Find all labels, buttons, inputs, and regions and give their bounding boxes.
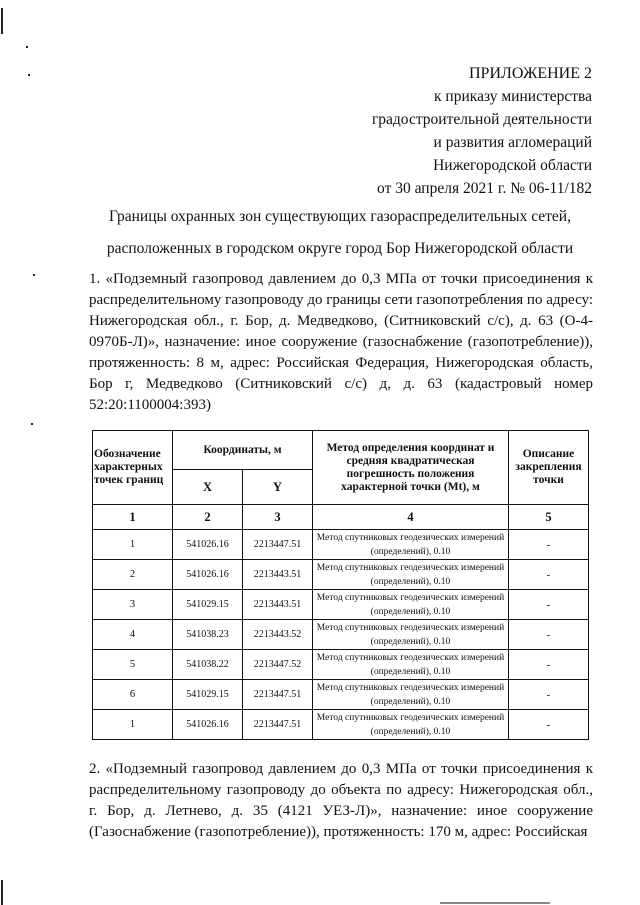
header-y: Y xyxy=(243,470,313,505)
coordinates-table xyxy=(92,430,589,740)
scan-margin-line xyxy=(1,880,3,905)
point-number: 4 xyxy=(93,620,173,650)
point-number: 5 xyxy=(93,650,173,680)
scan-dot xyxy=(31,423,33,425)
table-row xyxy=(93,530,589,560)
table-row xyxy=(93,620,589,650)
coord-x: 541026.16 xyxy=(173,560,243,590)
scan-dot xyxy=(28,74,30,76)
fixing-cell: - xyxy=(509,650,589,680)
fixing-cell: - xyxy=(509,590,589,620)
heading-line: расположенных в городском округе город Бор Нижегородской области xyxy=(106,240,574,257)
fixing-cell: - xyxy=(509,620,589,650)
header-points: Обозначение характерных точек границ xyxy=(93,431,173,505)
coord-y: 2213447.51 xyxy=(243,530,313,560)
header-method: Метод определения координат и средняя квадратическая погрешность положения характерной точки (Mt), м xyxy=(313,431,509,505)
fixing-cell: - xyxy=(509,680,589,710)
header-line: градостроительной деятельности xyxy=(371,111,592,128)
fixing-cell: - xyxy=(509,560,589,590)
scan-margin-line xyxy=(1,8,3,34)
table-header-row xyxy=(93,431,589,470)
table-row xyxy=(93,590,589,620)
coord-x: 541026.16 xyxy=(173,530,243,560)
column-number: 5 xyxy=(509,505,589,530)
method-cell: Метод спутниковых геодезических измерений (определений), 0.10 xyxy=(313,530,509,560)
point-number: 3 xyxy=(93,590,173,620)
point-number: 2 xyxy=(93,560,173,590)
fixing-cell: - xyxy=(509,530,589,560)
table-row xyxy=(93,680,589,710)
method-cell: Метод спутниковых геодезических измерений (определений), 0.10 xyxy=(313,590,509,620)
coord-y: 2213447.51 xyxy=(243,680,313,710)
coord-y: 2213447.52 xyxy=(243,650,313,680)
column-number: 4 xyxy=(313,505,509,530)
coord-y: 2213443.51 xyxy=(243,560,313,590)
table-row xyxy=(93,710,589,740)
point-number: 1 xyxy=(93,530,173,560)
scan-dot xyxy=(26,46,28,48)
scan-bottom-line xyxy=(440,902,550,904)
header-coordinates: Координаты, м xyxy=(173,431,313,470)
coord-y: 2213443.51 xyxy=(243,590,313,620)
fixing-cell: - xyxy=(509,710,589,740)
scan-dot xyxy=(33,274,35,276)
section-1-paragraph: 1. «Подземный газопровод давлением до 0,3 МПа от точки присоединения к распределительному газопроводу до границы сети газопотребления по адресу: Нижегородская обл., г. Бор, д. Медведково, (Ситниковский с/с), д. 63 (О-4-0970Б-Л)», назначение: иное сооружение (газоснабжение (газопотребление)), протяженность: 8 м, адрес: Российская Федерация, Нижегородская область, Бор г, Медведково (Ситниковский с/с) д, д. 63 (кадастровый номер 52:20:1100004:393) xyxy=(89,271,593,413)
method-cell: Метод спутниковых геодезических измерений (определений), 0.10 xyxy=(313,710,509,740)
column-number-row xyxy=(93,505,589,530)
table-row xyxy=(93,650,589,680)
header-line: от 30 апреля 2021 г. № 06-11/182 xyxy=(377,180,592,197)
coord-y: 2213447.51 xyxy=(243,710,313,740)
header-line: и развития агломераций xyxy=(433,134,592,151)
method-cell: Метод спутниковых геодезических измерений (определений), 0.10 xyxy=(313,680,509,710)
header-line: Нижегородской области xyxy=(433,157,592,174)
appendix-header xyxy=(292,62,592,200)
coord-y: 2213443.52 xyxy=(243,620,313,650)
section-2-paragraph: 2. «Подземный газопровод давлением до 0,3 МПа от точки присоединения к распределительному газопроводу до объекта по адресу: Нижегородская обл., г. Бор, д. Летнево, д. 35 (4121 УЕЗ-Л)», назначение: иное сооружение (Газоснабжение (газопотребление)), протяженность: 170 м, адрес: Российская xyxy=(89,761,593,840)
method-cell: Метод спутниковых геодезических измерений (определений), 0.10 xyxy=(313,650,509,680)
coord-x: 541029.15 xyxy=(173,680,243,710)
column-number: 1 xyxy=(93,505,173,530)
method-cell: Метод спутниковых геодезических измерений (определений), 0.10 xyxy=(313,620,509,650)
header-x: X xyxy=(173,470,243,505)
table-row xyxy=(93,560,589,590)
point-number: 6 xyxy=(93,680,173,710)
method-cell: Метод спутниковых геодезических измерений (определений), 0.10 xyxy=(313,560,509,590)
document-heading xyxy=(60,201,620,265)
appendix-title: ПРИЛОЖЕНИЕ 2 xyxy=(468,65,592,82)
coord-x: 541029.15 xyxy=(173,590,243,620)
header-fixing: Описание закрепления точки xyxy=(509,431,589,505)
header-line: к приказу министерства xyxy=(434,88,592,105)
column-number: 3 xyxy=(243,505,313,530)
coord-x: 541026.16 xyxy=(173,710,243,740)
coord-x: 541038.22 xyxy=(173,650,243,680)
heading-line: Границы охранных зон существующих газораспределительных сетей, xyxy=(109,208,571,225)
point-number: 1 xyxy=(93,710,173,740)
column-number: 2 xyxy=(173,505,243,530)
coord-x: 541038.23 xyxy=(173,620,243,650)
